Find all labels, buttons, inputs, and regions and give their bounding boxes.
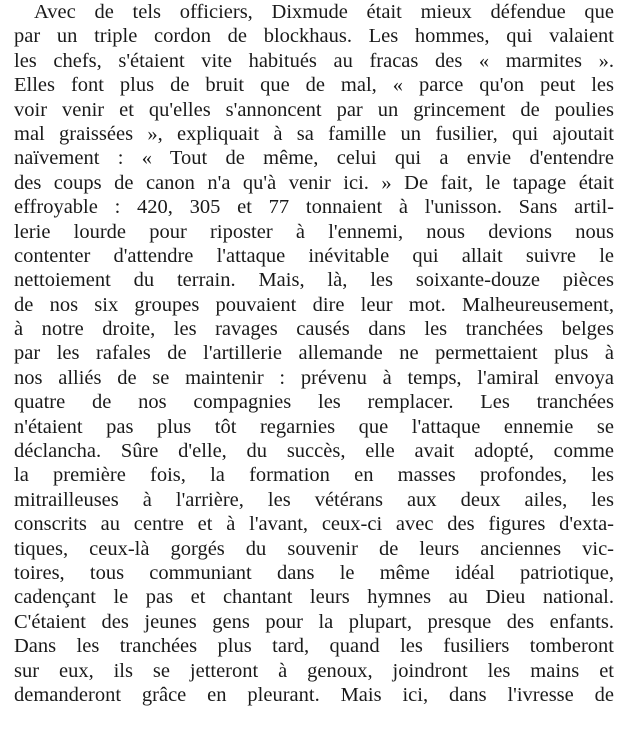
text-line: Avec de tels officiers, Dixmude était mieux défendue que [34,1,614,23]
body-paragraph [14,0,614,707]
text-line: nettoiement du terrain. Mais, là, les soixante-douze pièces [14,269,614,292]
text-line: naïvement : « Tout de même, celui qui a envie d'entendre [14,147,614,170]
text-line: la première fois, la formation en masses profondes, les [14,464,614,487]
text-line: par les rafales de l'artillerie allemande ne permettaient plus à [14,342,614,365]
text-line: n'étaient pas plus tôt regarnies que l'attaque ennemie se [14,415,614,438]
text-line: conscrits au centre et à l'avant, ceux-ci avec des figures d'exta- [14,513,614,536]
text-line: mitrailleuses à l'arrière, les vétérans aux deux ailes, les [14,488,614,511]
text-line: effroyable : 420, 305 et 77 tonnaient à l'unisson. Sans artil- [14,196,614,219]
text-line: nos alliés de se maintenir : prévenu à temps, l'amiral envoya [14,366,614,389]
text-line: Elles font plus de bruit que de mal, « parce qu'on peut les [14,74,614,97]
text-line: tiques, ceux-là gorgés du souvenir de leurs anciennes vic- [14,537,614,560]
text-line: les chefs, s'étaient vite habitués au fracas des « marmites ». [14,49,614,72]
text-line: voir venir et qu'elles s'annoncent par un grincement de poulies [14,98,614,121]
text-line: cadençant le pas et chantant leurs hymnes au Dieu national. [14,586,614,609]
text-line: mal graissées », expliquait à sa famille un fusilier, qui ajoutait [14,122,614,145]
text-line: déclancha. Sûre d'elle, du succès, elle avait adopté, comme [14,440,614,463]
text-line: de nos six groupes pouvaient dire leur mot. Malheureusement, [14,293,614,316]
text-line: des coups de canon n'a qu'à venir ici. » De fait, le tapage était [14,171,614,194]
text-line: contenter d'attendre l'attaque inévitable qui allait suivre le [14,244,614,267]
text-line: lerie lourde pour riposter à l'ennemi, nous devions nous [14,220,614,243]
text-line: à notre droite, les ravages causés dans les tranchées belges [14,318,614,341]
text-line: C'étaient des jeunes gens pour la plupart, presque des enfants. [14,610,614,633]
text-line: demanderont grâce en pleurant. Mais ici, dans l'ivresse de [14,683,614,706]
text-line: toires, tous communiant dans le même idéal patriotique, [14,561,614,584]
text-line: par un triple cordon de blockhaus. Les hommes, qui valaient [14,25,614,48]
text-line: quatre de nos compagnies les remplacer. Les tranchées [14,391,614,414]
text-line: sur eux, ils se jetteront à genoux, joindront les mains et [14,659,614,682]
text-line: Dans les tranchées plus tard, quand les fusiliers tomberont [14,635,614,658]
